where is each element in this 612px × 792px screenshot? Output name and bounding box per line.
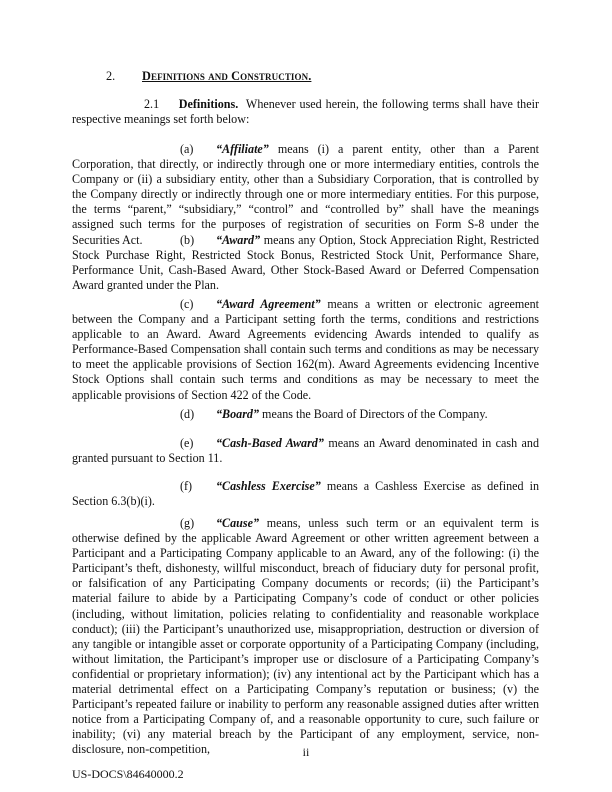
definition-award-agreement bbox=[72, 297, 539, 403]
defined-term: “Cause” bbox=[216, 516, 260, 530]
defined-term: “Cash-Based Award” bbox=[216, 436, 324, 450]
item-label: (a) bbox=[180, 142, 194, 156]
item-label: (d) bbox=[180, 407, 195, 421]
definition-text: means the Board of Directors of the Company. bbox=[262, 407, 488, 421]
item-label: (b) bbox=[180, 233, 195, 247]
subsection-title: Definitions. bbox=[178, 97, 239, 111]
definition-text: means an Award denominated in cash and granted pursuant to Section 11. bbox=[72, 436, 540, 466]
definition-text: means any Option, Stock Appreciation Right, Restricted Stock Purchase Right, Restricted Stock Bonus, Restricted Stock Unit, Performance Share, Performance Unit, Cash-Based Award, Other Stock-Based Award or Deferred Compensation Award granted under the Plan. bbox=[72, 233, 539, 293]
subsection-number: 2.1 bbox=[144, 97, 160, 111]
defined-term: “Award Agreement” bbox=[216, 297, 321, 311]
definition-text: means (i) a parent entity, other than a Parent Corporation, that directly, or indirectly through one or more intermediary entities, controls the Company or (ii) a subsidiary entity, other than a Subsidiary Corporation, that is controlled by the Company directly or indirectly through one or more intermediary entities. For this purpose, the terms “parent,” “subsidiary,” “control” and “controlled by” shall have the meanings assigned such terms for the purposes of registration of securities on Form S-8 under the Securities Act. bbox=[72, 142, 539, 247]
definition-text: means a written or electronic agreement between the Company and a Participant setting forth the terms, conditions and restrictions applicable to an Award. Award Agreements evidencing Awards intended to qualify as Performance-Based Compensation shall contain such terms and conditions as may be necessary to meet the applicable provisions of Section 162(m). Award Agreements evidencing Incentive Stock Options shall contain such terms and conditions as may be necessary to meet the applicable provisions of Section 422 of the Code. bbox=[72, 297, 539, 402]
definition-affiliate bbox=[72, 142, 539, 248]
definition-cash-based-award bbox=[72, 436, 539, 466]
definition-text: means a Cashless Exercise as defined in Section 6.3(b)(i). bbox=[72, 479, 539, 509]
defined-term: “Award” bbox=[216, 233, 261, 247]
section-heading bbox=[106, 69, 311, 84]
definition-award bbox=[72, 233, 539, 293]
defined-term: “Affiliate” bbox=[216, 142, 269, 156]
definition-cashless-exercise bbox=[72, 479, 539, 509]
definition-cause bbox=[72, 516, 539, 758]
page-number: ii bbox=[302, 745, 310, 759]
item-label: (c) bbox=[180, 297, 194, 311]
item-label: (g) bbox=[180, 516, 195, 530]
section-number: 2. bbox=[106, 69, 116, 83]
subsection-paragraph bbox=[72, 97, 539, 127]
defined-term: “Cashless Exercise” bbox=[216, 479, 321, 493]
defined-term: “Board” bbox=[216, 407, 260, 421]
definition-board bbox=[72, 407, 539, 422]
subsection-text: Whenever used herein, the following terms shall have their respective meanings set forth below: bbox=[72, 97, 539, 127]
section-title: Definitions and Construction. bbox=[142, 69, 312, 83]
definition-text: means, unless such term or an equivalent term is otherwise defined by the applicable Award Agreement or other written agreement between a Participant and a Participating Company applicable to an Award, any of the following: (i) the Participant’s theft, dishonesty, willful misconduct, breach of fiduciary duty for personal profit, or falsification of any Participating Company documents or records; (ii) the Participant’s material failure to abide by a Participating Company’s code of conduct or other policies (including, without limitation, policies relating to confidentiality and reasonable workplace conduct); (iii) the Participant’s unauthorized use, misappropriation, destruction or diversion of any tangible or intangible asset or corporate opportunity of a Participating Company (including, without limitation, the Participant’s improper use or disclosure of a Participating Company’s confidential or proprietary information); (iv) any intentional act by the Participant which has a material detrimental effect on a Participating Company’s reputation or business; (v) the Participant’s repeated failure or inability to perform any reasonable assigned duties after written notice from a Participating Company of, and a reasonable opportunity to cure, such failure or inability; (vi) any material breach by the Participant of any employment, service, non-disclosure, non-competition, bbox=[72, 516, 539, 757]
item-label: (f) bbox=[180, 479, 193, 493]
document-footer-id: US-DOCS\84640000.2 bbox=[72, 767, 184, 781]
item-label: (e) bbox=[180, 436, 194, 450]
